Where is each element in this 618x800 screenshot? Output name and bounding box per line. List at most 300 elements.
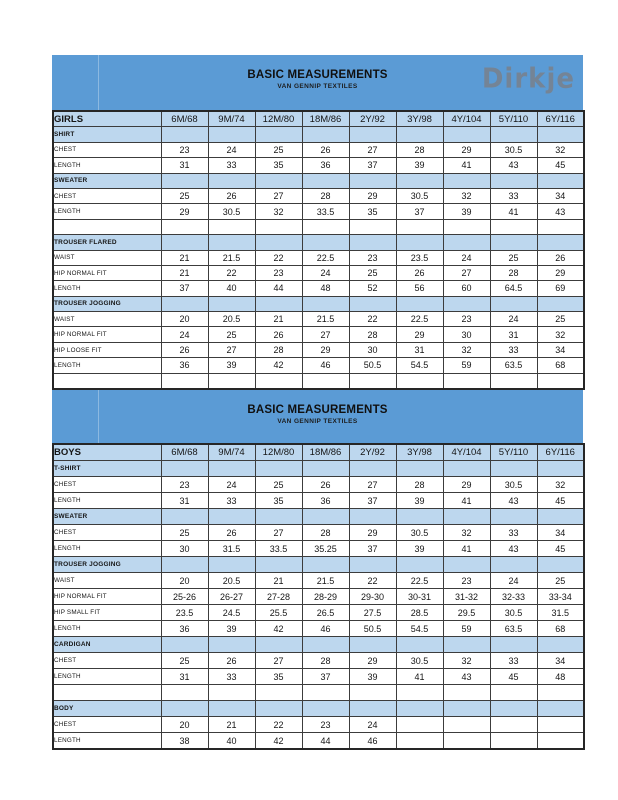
empty-cell [255,373,302,389]
value-cell: 20.5 [208,312,255,327]
empty-cell [255,685,302,701]
section-cell [537,296,584,311]
section-cell [208,557,255,573]
size-column-header: 9M/74 [208,444,255,461]
measurement-row [53,204,584,219]
value-cell: 32 [443,188,490,203]
size-column-header: 5Y/110 [490,444,537,461]
value-cell: 54.5 [396,358,443,373]
value-cell: 24 [161,327,208,342]
row-label: WAIST [53,312,161,327]
section-cell [396,296,443,311]
size-column-header: 4Y/104 [443,444,490,461]
section-label: SHIRT [53,127,161,142]
section-cell [208,637,255,653]
value-cell: 26 [302,142,349,157]
value-cell: 41 [443,158,490,173]
value-cell: 31 [161,158,208,173]
section-label: T-SHIRT [53,461,161,477]
section-cell [537,509,584,525]
value-cell: 28 [490,265,537,280]
value-cell: 29 [396,327,443,342]
section-cell [302,557,349,573]
value-cell: 23 [443,573,490,589]
table-header [53,111,584,127]
value-cell: 25 [255,477,302,493]
value-cell: 45 [490,669,537,685]
value-cell: 30 [349,342,396,357]
measurement-row [53,477,584,493]
row-label: LENGTH [53,204,161,219]
value-cell [490,717,537,733]
value-cell: 29 [161,204,208,219]
empty-cell [302,219,349,234]
value-cell: 22.5 [302,250,349,265]
value-cell: 28 [302,653,349,669]
value-cell: 32 [443,342,490,357]
value-cell: 46 [349,733,396,750]
section-label: CARDIGAN [53,637,161,653]
measurement-row [53,621,584,637]
empty-cell [53,219,161,234]
row-label: WAIST [53,250,161,265]
value-cell: 27 [349,477,396,493]
section-cell [161,173,208,188]
row-label: WAIST [53,573,161,589]
empty-cell [396,373,443,389]
empty-cell [349,685,396,701]
value-cell: 39 [443,204,490,219]
section-cell [208,127,255,142]
measurement-row [53,265,584,280]
value-cell: 39 [396,541,443,557]
value-cell: 43 [490,158,537,173]
value-cell: 59 [443,358,490,373]
value-cell: 22 [208,265,255,280]
section-row [53,637,584,653]
empty-cell [537,373,584,389]
section-cell [208,509,255,525]
value-cell: 30.5 [490,477,537,493]
value-cell: 35 [349,204,396,219]
section-cell [443,127,490,142]
value-cell: 37 [396,204,443,219]
banner-subtitle: VAN GENNIP TEXTILES [277,83,358,90]
size-column-header: 4Y/104 [443,111,490,127]
section-cell [208,173,255,188]
value-cell: 24.5 [208,605,255,621]
value-cell: 45 [537,158,584,173]
section-cell [255,509,302,525]
value-cell: 39 [208,358,255,373]
section-cell [208,701,255,717]
value-cell: 33 [490,342,537,357]
measurement-row [53,717,584,733]
section-cell [443,509,490,525]
value-cell: 44 [302,733,349,750]
section-cell [161,509,208,525]
section-cell [443,637,490,653]
section-cell [490,509,537,525]
sheet [52,55,583,750]
section-row [53,557,584,573]
dirkje-logo: Dirkje [481,63,575,95]
value-cell: 50.5 [349,358,396,373]
value-cell: 26 [302,477,349,493]
value-cell: 21 [255,573,302,589]
value-cell: 29.5 [443,605,490,621]
value-cell: 24 [349,717,396,733]
section-cell [349,235,396,250]
size-column-header: 6Y/116 [537,111,584,127]
section-cell [349,637,396,653]
value-cell: 20 [161,312,208,327]
value-cell: 43 [490,541,537,557]
value-cell: 45 [537,541,584,557]
row-label: HIP LOOSE FIT [53,342,161,357]
value-cell: 24 [443,250,490,265]
row-label: CHEST [53,477,161,493]
value-cell: 63.5 [490,358,537,373]
value-cell: 27-28 [255,589,302,605]
value-cell [443,733,490,750]
size-column-header: 12M/80 [255,444,302,461]
section-cell [302,173,349,188]
empty-cell [208,685,255,701]
value-cell: 33 [208,669,255,685]
value-cell [490,733,537,750]
value-cell: 31.5 [537,605,584,621]
value-cell: 33.5 [255,541,302,557]
value-cell: 23.5 [161,605,208,621]
row-label: LENGTH [53,669,161,685]
empty-cell [490,373,537,389]
size-column-header: 2Y/92 [349,111,396,127]
value-cell: 39 [208,621,255,637]
section-cell [161,701,208,717]
size-column-header: 5Y/110 [490,111,537,127]
value-cell: 30.5 [490,605,537,621]
banner-title: BASIC MEASUREMENTS [247,404,388,417]
section-cell [349,173,396,188]
section-cell [537,461,584,477]
section-cell [208,235,255,250]
value-cell: 26 [208,653,255,669]
section-cell [302,235,349,250]
size-column-header: 6M/68 [161,111,208,127]
measurement-row [53,525,584,541]
row-label: LENGTH [53,358,161,373]
section-label: SWEATER [53,509,161,525]
value-cell: 32 [443,525,490,541]
row-label: HIP NORMAL FIT [53,327,161,342]
section-cell [302,637,349,653]
section-cell [396,509,443,525]
value-cell: 29 [443,477,490,493]
value-cell: 23 [161,142,208,157]
section-cell [443,235,490,250]
section-row [53,173,584,188]
row-label: LENGTH [53,541,161,557]
row-label: LENGTH [53,733,161,750]
section-label: BODY [53,701,161,717]
value-cell: 23 [255,265,302,280]
section-cell [396,701,443,717]
value-cell: 36 [161,358,208,373]
group-header-cell: GIRLS [53,111,161,127]
section-cell [208,461,255,477]
value-cell: 34 [537,188,584,203]
size-column-header: 9M/74 [208,111,255,127]
value-cell: 31 [161,493,208,509]
section-cell [255,637,302,653]
section-cell [537,557,584,573]
measurement-row [53,327,584,342]
value-cell: 28-29 [302,589,349,605]
value-cell: 26.5 [302,605,349,621]
value-cell: 21 [208,717,255,733]
value-cell: 28 [396,142,443,157]
empty-cell [537,219,584,234]
boys-size-table [52,443,585,750]
value-cell: 32-33 [490,589,537,605]
value-cell: 24 [490,573,537,589]
value-cell: 38 [161,733,208,750]
section-cell [490,557,537,573]
measurement-row [53,733,584,750]
row-label: CHEST [53,142,161,157]
row-label: LENGTH [53,493,161,509]
value-cell [396,717,443,733]
value-cell: 64.5 [490,281,537,296]
header-row [53,111,584,127]
value-cell: 21 [161,250,208,265]
section-label: TROUSER JOGGING [53,296,161,311]
section-cell [349,127,396,142]
value-cell: 32 [443,653,490,669]
value-cell: 50.5 [349,621,396,637]
value-cell: 22.5 [396,573,443,589]
value-cell: 37 [349,158,396,173]
value-cell: 30.5 [396,525,443,541]
row-label: LENGTH [53,281,161,296]
value-cell: 42 [255,621,302,637]
row-label: LENGTH [53,158,161,173]
value-cell: 60 [443,281,490,296]
value-cell: 42 [255,358,302,373]
value-cell: 25 [161,653,208,669]
value-cell: 35 [255,158,302,173]
measurement-row [53,358,584,373]
measurement-row [53,605,584,621]
value-cell: 68 [537,621,584,637]
value-cell: 34 [537,653,584,669]
value-cell: 24 [302,265,349,280]
value-cell: 30.5 [208,204,255,219]
value-cell: 25 [349,265,396,280]
value-cell: 22 [255,717,302,733]
section-cell [349,557,396,573]
empty-cell [302,373,349,389]
value-cell: 29 [302,342,349,357]
section-cell [161,127,208,142]
banner-subtitle: VAN GENNIP TEXTILES [277,418,358,426]
value-cell: 26 [396,265,443,280]
value-cell: 31-32 [443,589,490,605]
table-banner [52,390,583,443]
section-cell [537,173,584,188]
section-cell [490,701,537,717]
value-cell: 26 [208,525,255,541]
empty-row [53,219,584,234]
empty-cell [161,685,208,701]
row-label: CHEST [53,653,161,669]
value-cell: 40 [208,733,255,750]
value-cell: 41 [490,204,537,219]
value-cell: 44 [255,281,302,296]
measurement-row [53,541,584,557]
section-cell [349,509,396,525]
value-cell: 22 [255,250,302,265]
value-cell: 27 [255,525,302,541]
section-cell [490,461,537,477]
value-cell: 69 [537,281,584,296]
empty-cell [490,219,537,234]
value-cell: 39 [349,669,396,685]
value-cell: 30.5 [396,653,443,669]
section-cell [443,296,490,311]
empty-row [53,685,584,701]
section-row [53,296,584,311]
value-cell: 46 [302,621,349,637]
value-cell: 30 [161,541,208,557]
value-cell: 56 [396,281,443,296]
value-cell: 23 [161,477,208,493]
value-cell: 35 [255,493,302,509]
size-column-header: 18M/86 [302,444,349,461]
value-cell: 27 [208,342,255,357]
section-cell [537,637,584,653]
section-cell [302,127,349,142]
value-cell: 33 [208,493,255,509]
value-cell: 26 [537,250,584,265]
value-cell: 40 [208,281,255,296]
value-cell: 23 [443,312,490,327]
value-cell: 36 [302,493,349,509]
empty-row [53,373,584,389]
value-cell: 41 [443,541,490,557]
value-cell: 37 [349,493,396,509]
value-cell: 25 [208,327,255,342]
measurement-row [53,589,584,605]
value-cell: 29-30 [349,589,396,605]
size-column-header: 6Y/116 [537,444,584,461]
measurement-row [53,493,584,509]
empty-cell [161,373,208,389]
empty-cell [490,685,537,701]
value-cell: 28 [349,327,396,342]
section-cell [255,461,302,477]
measurement-row [53,188,584,203]
value-cell: 25 [537,573,584,589]
section-cell [537,701,584,717]
section-cell [302,701,349,717]
row-label: CHEST [53,525,161,541]
value-cell: 20 [161,573,208,589]
section-cell [396,637,443,653]
size-column-header: 3Y/98 [396,444,443,461]
value-cell: 32 [537,142,584,157]
value-cell: 22.5 [396,312,443,327]
section-cell [208,296,255,311]
section-cell [443,557,490,573]
empty-cell [349,219,396,234]
value-cell: 33-34 [537,589,584,605]
section-cell [302,509,349,525]
value-cell: 43 [443,669,490,685]
value-cell: 29 [349,653,396,669]
section-row [53,509,584,525]
value-cell: 25-26 [161,589,208,605]
value-cell: 34 [537,342,584,357]
section-cell [255,557,302,573]
measurement-row [53,158,584,173]
value-cell: 52 [349,281,396,296]
value-cell: 31 [161,669,208,685]
value-cell: 46 [302,358,349,373]
empty-cell [396,219,443,234]
value-cell: 26 [255,327,302,342]
value-cell: 54.5 [396,621,443,637]
value-cell: 31 [490,327,537,342]
section-cell [349,701,396,717]
value-cell: 36 [161,621,208,637]
value-cell: 25 [537,312,584,327]
value-cell: 28 [302,525,349,541]
value-cell: 30.5 [490,142,537,157]
empty-cell [537,685,584,701]
value-cell: 27 [302,327,349,342]
section-row [53,461,584,477]
value-cell: 25 [161,188,208,203]
value-cell [443,717,490,733]
section-cell [255,127,302,142]
section-cell [537,235,584,250]
value-cell: 28 [302,188,349,203]
empty-cell [53,685,161,701]
value-cell: 33.5 [302,204,349,219]
value-cell: 24 [208,142,255,157]
value-cell: 26 [161,342,208,357]
value-cell: 48 [537,669,584,685]
empty-cell [302,685,349,701]
section-row [53,235,584,250]
size-column-header: 2Y/92 [349,444,396,461]
value-cell: 33 [490,188,537,203]
value-cell: 23.5 [396,250,443,265]
section-cell [443,461,490,477]
empty-cell [443,219,490,234]
row-label: LENGTH [53,621,161,637]
value-cell: 26 [208,188,255,203]
value-cell: 28 [255,342,302,357]
value-cell: 39 [396,158,443,173]
section-cell [396,557,443,573]
section-cell [349,296,396,311]
value-cell: 23 [302,717,349,733]
row-label: HIP NORMAL FIT [53,589,161,605]
value-cell: 21.5 [208,250,255,265]
